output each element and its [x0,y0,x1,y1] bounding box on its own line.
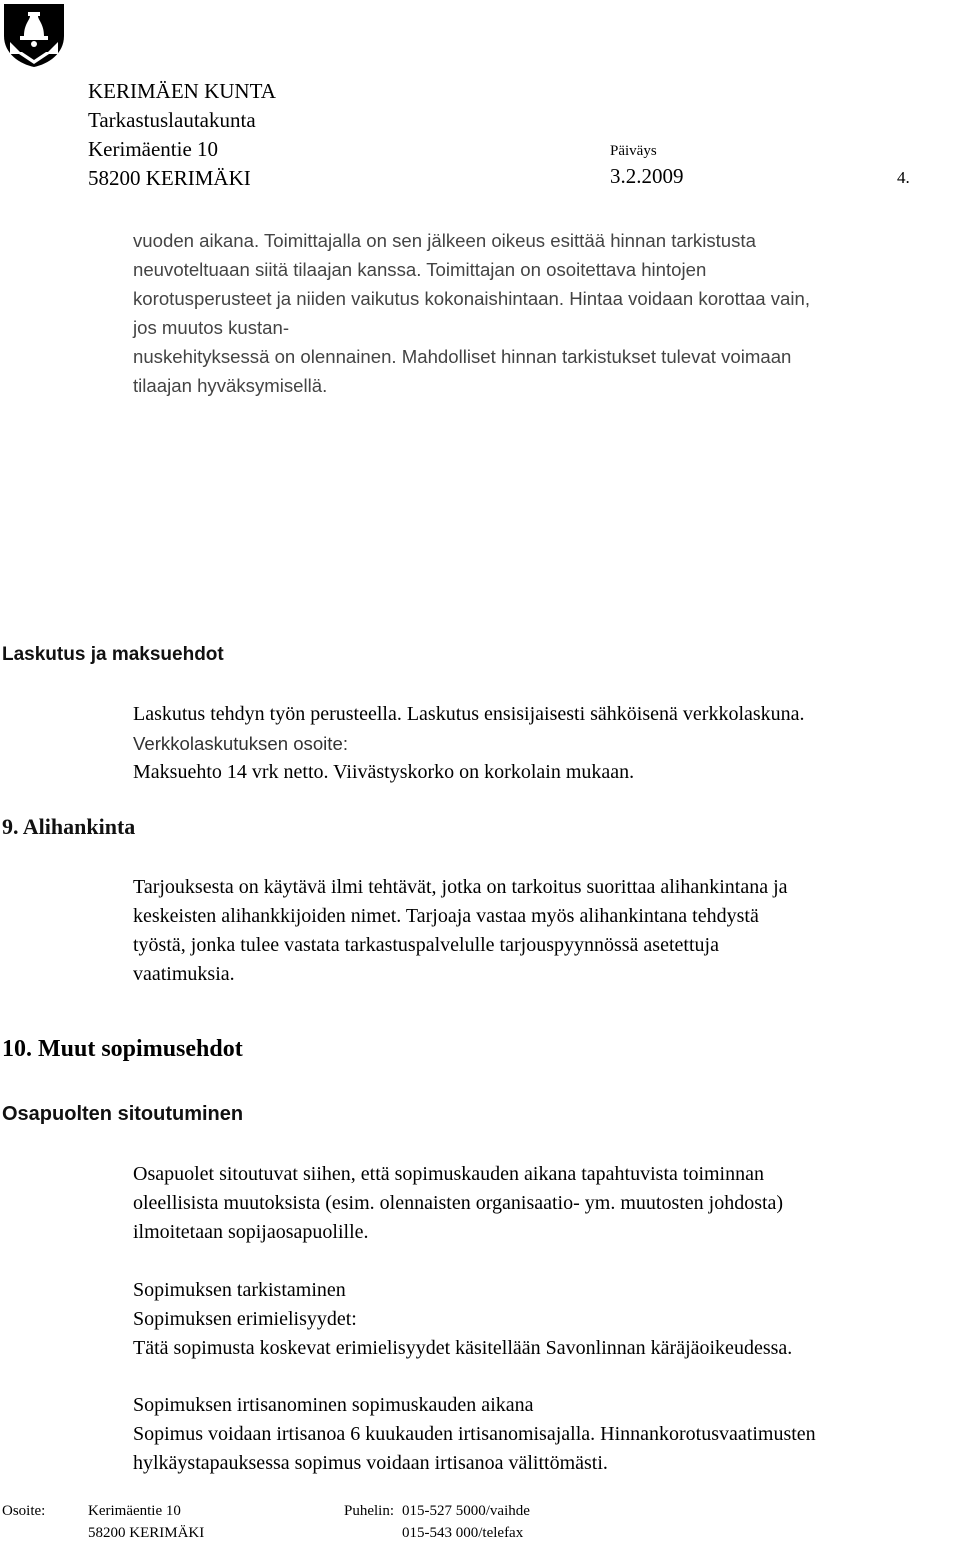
disputes-heading: Sopimuksen erimielisyydet: [133,1308,357,1330]
text-line: ilmoitetaan sopijaosapuolille. [133,1221,369,1243]
disputes-text: Tätä sopimusta koskevat erimielisyydet käsitellään Savonlinnan käräjäoikeudessa. [133,1337,793,1359]
document-date: 3.2.2009 [610,164,684,188]
page-number: 4. [897,168,910,187]
termination-heading: Sopimuksen irtisanominen sopimuskauden aikana [133,1394,534,1416]
org-unit: Tarkastuslautakunta [88,108,256,132]
footer-phone-label: Puhelin: [344,1503,395,1519]
header-postal: 58200 KERIMÄKI [88,166,251,190]
text-line: hylkäystapauksessa sopimus voidaan irtisanoa välittömästi. [133,1452,608,1474]
text-line: keskeisten alihankkijoiden nimet. Tarjoaja vastaa myös alihankintana tehdystä [133,905,759,927]
billing-line: Laskutus tehdyn työn perusteella. Laskutus ensisijaisesti sähköisenä verkkolaskuna. [133,703,805,725]
other-terms-heading: 10. Muut sopimusehdot [2,1036,243,1062]
date-label: Päiväys [610,143,657,159]
footer-address-label: Osoite: [2,1503,46,1519]
text-line: tilaajan hyväksymisellä. [133,375,328,396]
subcontracting-heading: 9. Alihankinta [2,814,136,839]
footer-street: Kerimäentie 10 [88,1503,181,1519]
text-line: neuvoteltuaan siitä tilaajan kanssa. Toimittajan on osoitettava hintojen [133,259,707,280]
text-line: Osapuolet sitoutuvat siihen, että sopimuskauden aikana tapahtuvista toiminnan [133,1163,764,1185]
text-line: Tarjouksesta on käytävä ilmi tehtävät, jotka on tarkoitus suorittaa alihankintana ja [133,876,788,898]
text-line: vaatimuksia. [133,963,235,985]
commitment-paragraph [133,1160,783,1247]
text-line: korotusperusteet ja niiden vaikutus kokonaishintaan. Hintaa voidaan korottaa vain, [133,288,811,309]
org-name: KERIMÄEN KUNTA [88,79,276,103]
intro-paragraph [133,226,810,400]
text-line: nuskehityksessä on olennainen. Mahdolliset hinnan tarkistukset tulevat voimaan [133,346,792,367]
footer-phone-fax: 015-543 000/telefax [402,1525,524,1541]
termination-paragraph [133,1420,816,1478]
text-line: Sopimus voidaan irtisanoa 6 kuukauden irtisanomisajalla. Hinnankorotusvaatimusten [133,1423,816,1445]
subcontracting-paragraph [133,873,788,989]
coat-of-arms-logo [2,2,66,68]
text-line: vuoden aikana. Toimittajalla on sen jälkeen oikeus esittää hinnan tarkistusta [133,230,756,251]
billing-address-line: Verkkolaskutuksen osoite: [133,733,348,754]
billing-heading: Laskutus ja maksuehdot [2,644,224,665]
payment-terms-line: Maksuehto 14 vrk netto. Viivästyskorko on korkolain mukaan. [133,761,635,783]
text-line: oleellisista muutoksista (esim. olennaisten organisaatio- ym. muutosten johdosta) [133,1192,784,1214]
footer-postal: 58200 KERIMÄKI [88,1525,205,1541]
contract-review-heading: Sopimuksen tarkistaminen [133,1279,346,1301]
footer-phone-main: 015-527 5000/vaihde [402,1503,530,1519]
text-line: jos muutos kustan- [133,317,290,338]
text-line: työstä, jonka tulee vastata tarkastuspalvelulle tarjouspyynnössä asetettuja [133,934,719,956]
commitment-heading: Osapuolten sitoutuminen [2,1103,244,1125]
header-street: Kerimäentie 10 [88,137,219,161]
